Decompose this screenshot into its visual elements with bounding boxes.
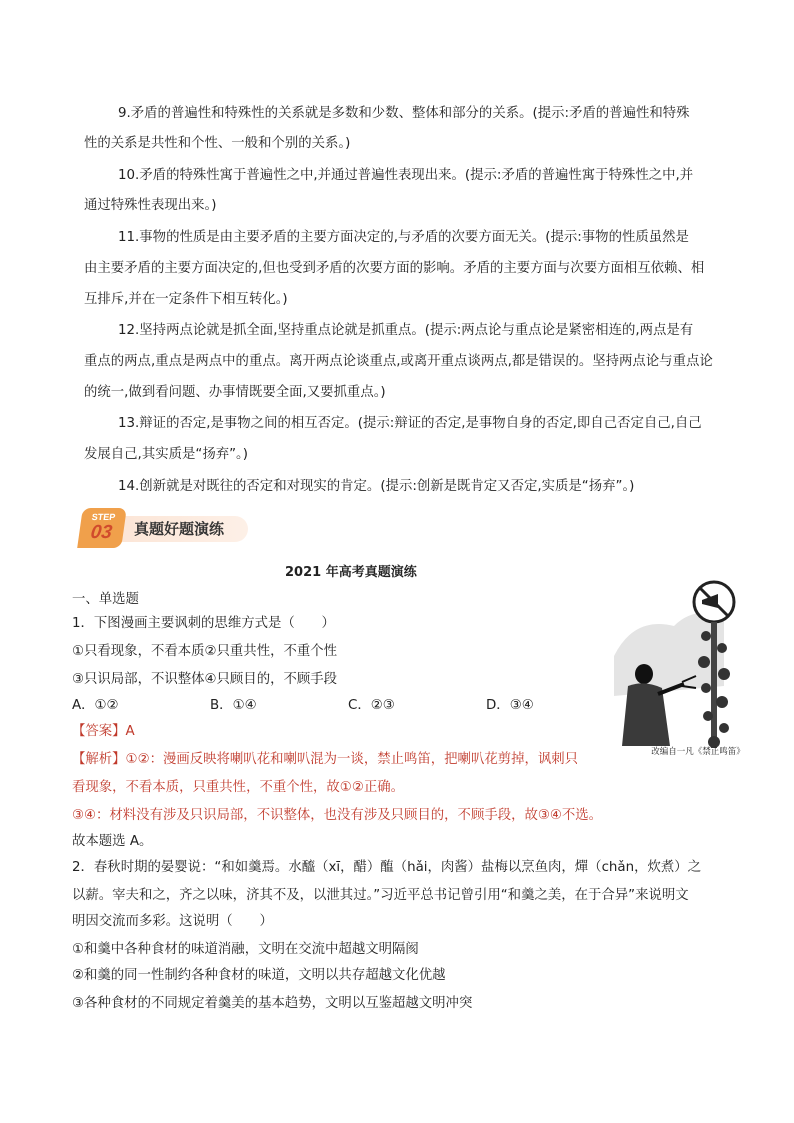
q1-options-line1: ①只看现象，不看本质②只重共性，不重个性 bbox=[72, 644, 338, 659]
q1-stem: 1．下图漫画主要讽刺的思维方式是（ ） bbox=[72, 616, 335, 631]
q1-choice-c: C．②③ bbox=[348, 698, 395, 713]
q1-options-line2: ③只识局部，不识整体④只顾目的，不顾手段 bbox=[72, 672, 338, 687]
q2-option-3: ③各种食材的不同规定着羹美的基本趋势，文明以互鉴超越文明冲突 bbox=[72, 996, 473, 1011]
q1-analysis-line2: 看现象，不看本质，只重共性，不重个性，故①②正确。 bbox=[72, 780, 404, 795]
q2-line2: 以薪。宰夫和之，齐之以味，济其不及，以泄其过。”习近平总书记曾引用“和羹之美，在于合异”来说明文 bbox=[72, 888, 689, 903]
item-12-line3: 的统一,做到看问题、办事情既要全面,又要抓重点。) bbox=[84, 385, 386, 400]
item-12-line1: 12.坚持两点论就是抓全面,坚持重点论就是抓重点。(提示:两点论与重点论是紧密相连的,两点是有 bbox=[118, 323, 694, 338]
q1-analysis-line3: ③④：材料没有涉及只识局部，不识整体，也没有涉及只顾目的，不顾手段，故③④不选。 bbox=[72, 808, 603, 823]
no-horn-sign-icon bbox=[694, 582, 734, 622]
banner-title: 真题好题演练 bbox=[134, 520, 225, 538]
q2-option-2: ②和羹的同一性制约各种食材的味道，文明以共存超越文化优越 bbox=[72, 968, 446, 983]
item-11-line1: 11.事物的性质是由主要矛盾的主要方面决定的,与矛盾的次要方面无关。(提示:事物的性质虽然是 bbox=[118, 230, 689, 245]
q1-choice-a: A．①② bbox=[72, 698, 119, 713]
item-9-line2: 性的关系是共性和个性、一般和个别的关系。) bbox=[84, 136, 351, 151]
item-13-line2: 发展自己,其实质是“扬弃”。) bbox=[84, 447, 248, 462]
step-label: STEP bbox=[91, 512, 116, 522]
item-9-line1: 9.矛盾的普遍性和特殊性的关系就是多数和少数、整体和部分的关系。(提示:矛盾的普遍性和特殊 bbox=[118, 106, 690, 121]
q1-conclusion: 故本题选 A。 bbox=[72, 834, 153, 849]
step-number: 03 bbox=[89, 522, 114, 543]
item-13-line1: 13.辩证的否定,是事物之间的相互否定。(提示:辩证的否定,是事物自身的否定,即自己否定自己,自己 bbox=[118, 416, 702, 431]
cartoon-image bbox=[614, 576, 784, 756]
item-12-line2: 重点的两点,重点是两点中的重点。离开两点论谈重点,或离开重点谈两点,都是错误的。坚持两点论与重点论 bbox=[84, 354, 713, 369]
cartoon-caption: 改编自一凡《禁止鸣笛》 bbox=[651, 747, 745, 756]
item-10-line2: 通过特殊性表现出来。) bbox=[84, 198, 217, 213]
section-title: 2021 年高考真题演练 bbox=[285, 565, 417, 580]
q1-choice-b: B．①④ bbox=[210, 698, 257, 713]
q1-answer: 【答案】A bbox=[72, 724, 135, 739]
item-14-line1: 14.创新就是对既往的否定和对现实的肯定。(提示:创新是既肯定又否定,实质是“扬弃”。) bbox=[118, 479, 635, 494]
step-badge bbox=[77, 508, 127, 548]
question-type: 一、单选题 bbox=[72, 592, 139, 607]
q2-line1: 2．春秋时期的晏婴说：“和如羹焉。水醯（xī，醋）醢（hǎi，肉酱）盐梅以烹鱼肉，燀（chǎn，炊煮）之 bbox=[72, 860, 702, 875]
q2-option-1: ①和羹中各种食材的味道消融，文明在交流中超越文明隔阂 bbox=[72, 942, 419, 957]
item-11-line2: 由主要矛盾的主要方面决定的,但也受到矛盾的次要方面的影响。矛盾的主要方面与次要方面相互依赖、相 bbox=[84, 261, 705, 276]
q1-choice-d: D．③④ bbox=[486, 698, 534, 713]
item-10-line1: 10.矛盾的特殊性寓于普遍性之中,并通过普遍性表现出来。(提示:矛盾的普遍性寓于特殊性之中,并 bbox=[118, 168, 694, 183]
q2-line3: 明因交流而多彩。这说明（ ） bbox=[72, 914, 273, 929]
item-11-line3: 互排斥,并在一定条件下相互转化。) bbox=[84, 292, 288, 307]
q1-analysis-line1: 【解析】①②：漫画反映将喇叭花和喇叭混为一谈，禁止鸣笛，把喇叭花剪掉，讽刺只 bbox=[72, 752, 579, 767]
step-banner bbox=[80, 508, 250, 552]
